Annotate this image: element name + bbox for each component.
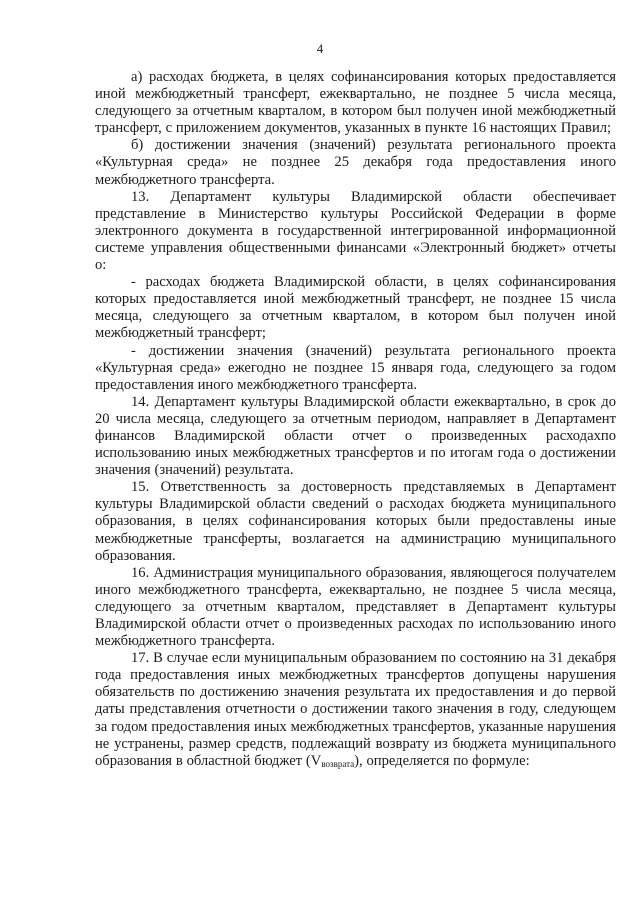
paragraph-12b: б) достижении значения (значений) результата регионального проекта «Культурная среда» не позднее 25 декабря года предоставления иного межбюджетного трансферта. [95,137,616,188]
paragraph-16: 16. Администрация муниципального образования, являющегося получателем иного межбюджетного трансферта, ежеквартально, не позднее 5 числа месяца, следующего за отчетным кварталом, представляет в Департамент культуры Владимирской области отчет о произведенных расходах по использованию иного межбюджетного трансферта. [95,564,616,650]
paragraph-15: 15. Ответственность за достоверность представляемых в Департамент культуры Владимирской области сведений о расходах бюджета муниципального образования, в целях софинансирования которых были предоставлены иные межбюджетные трансферты, возлагается на администрацию муниципального образования. [95,479,616,564]
paragraph-17-tail: ), определяется по формуле: [354,752,530,769]
paragraph-13: 13. Департамент культуры Владимирской области обеспечивает представление в Министерство культуры Российской Федерации в форме электронного документа в государственной интегрированной информационной системе управления общественными финансами «Электронный бюджет» отчеты о: [95,188,616,274]
paragraph-12a: а) расходах бюджета, в целях софинансирования которых предоставляется иной межбюджетный трансферт, ежеквартально, не позднее 5 числа месяца, следующего за отчетным кварталом, в котором был получен иной межбюджетный трансферт, с приложением документов, указанных в пункте 16 настоящих Правил; [95,69,616,137]
paragraph-13-item-1: - расходах бюджета Владимирской области, в целях софинансирования которых предоставляется иной межбюджетный трансферт, не позднее 15 числа месяца, следующего за отчетным кварталом, в котором был получен иной межбюджетный трансферт; [95,274,616,342]
paragraph-17 [95,650,616,773]
page-number: 4 [316,41,324,56]
paragraph-13-item-2: - достижении значения (значений) результата регионального проекта «Культурная среда» ежегодно не позднее 15 января года, следующего за годом предоставления иного межбюджетного трансферта. [95,342,616,393]
paragraph-17-text: 17. В случае если муниципальным образованием по состоянию на 31 декабря года предоставления иных межбюджетных трансфертов допущены нарушения обязательств по достижению значения результата их предоставления и до первой даты представления отчетности о достижении такого значения в году, следующем за годом предоставления иных межбюджетных трансфертов, указанные нарушения не устранены, размер средств, подлежащий возврату из бюджета муниципального образования в областной бюджет ( [95,650,616,769]
formula-symbol-v: V [310,752,322,769]
paragraph-14: 14. Департамент культуры Владимирской области ежеквартально, в срок до 20 числа месяца, следующего за отчетным периодом, направляет в Департамент финансов Владимирской области отчет о произведенных расходахпо использованию иных межбюджетных трансфертов и по итогам года о достижении значения (значений) результата. [95,393,616,479]
formula-subscript: возврата [321,758,355,769]
document-body [95,69,616,773]
